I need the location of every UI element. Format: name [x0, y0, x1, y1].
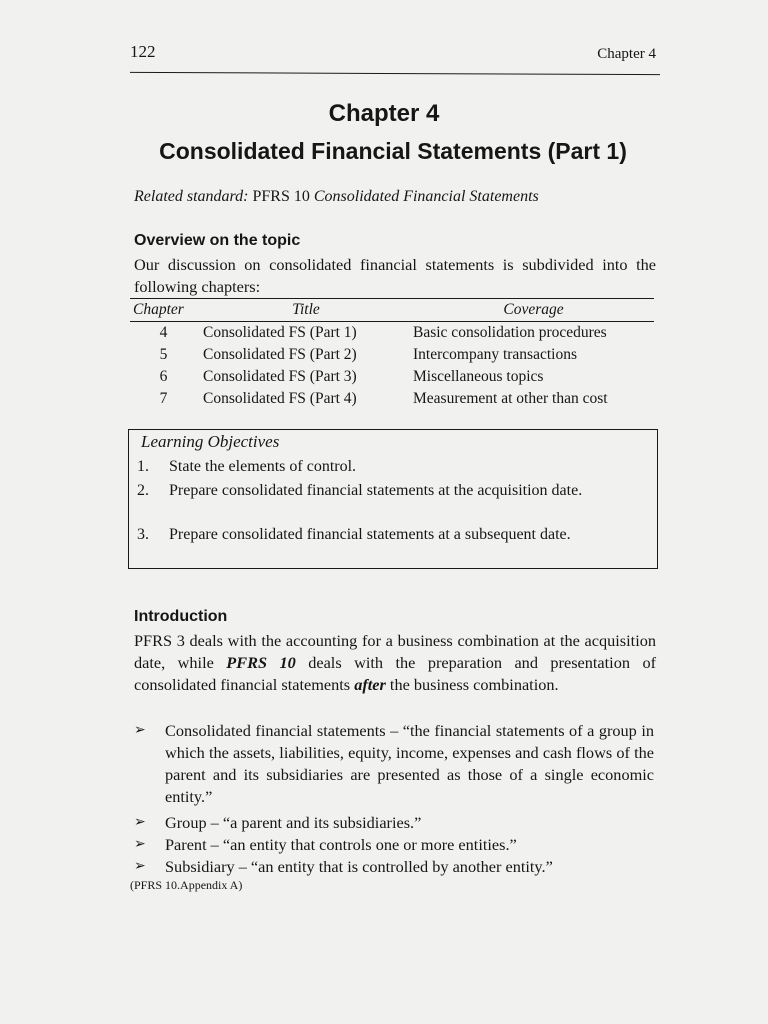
objective-text: Prepare consolidated financial statements at a subsequent date. — [169, 526, 571, 543]
objective-item — [137, 456, 651, 478]
header-rule — [130, 72, 660, 75]
objective-text: State the elements of control. — [169, 458, 357, 475]
arrow-bullet-icon: ➢ — [134, 723, 146, 738]
cell-chapter: 6 — [159, 368, 168, 385]
definition-item — [134, 834, 654, 856]
learning-objectives-box — [128, 429, 658, 569]
page-number: 122 — [130, 42, 156, 61]
cell-coverage: Miscellaneous topics — [413, 368, 544, 385]
cell-title: Consolidated FS (Part 4) — [203, 390, 357, 407]
intro-standard-emphasis: PFRS 10 — [226, 653, 296, 672]
chapter-number: Chapter 4 — [328, 100, 440, 127]
objective-number: 1. — [137, 458, 149, 475]
learning-objectives-title: Learning Objectives — [141, 432, 280, 451]
table-header-row — [130, 299, 654, 322]
intro-text-middle: deals with the preparation and presentation of consolidated financial statements — [134, 653, 657, 694]
arrow-bullet-icon: ➢ — [134, 815, 146, 830]
cell-chapter: 5 — [159, 346, 168, 363]
definition-text: Consolidated financial statements – “the financial statements of a group in which the assets, liabilities, equity, income, expenses and cash flows of the parent and its subsidiaries are presented as those of a single economic entity.” — [165, 721, 654, 806]
running-header — [130, 40, 658, 74]
objective-number: 2. — [137, 482, 149, 499]
cell-coverage: Intercompany transactions — [413, 346, 577, 363]
running-chapter-label: Chapter 4 — [597, 46, 656, 62]
related-standard-code: PFRS 10 — [252, 188, 310, 205]
table-row — [130, 366, 654, 388]
introduction-paragraph — [134, 630, 656, 696]
overview-text: Our discussion on consolidated financial statements is subdivided into the following chapters: — [134, 255, 656, 296]
definition-text: Group – “a parent and its subsidiaries.” — [165, 813, 422, 832]
related-standard-label: Related standard: — [134, 188, 249, 205]
definition-text: Parent – “an entity that controls one or more entities.” — [165, 835, 517, 854]
introduction-heading: Introduction — [134, 608, 228, 625]
objective-text: Prepare consolidated financial statements at the acquisition date. — [169, 482, 583, 499]
cell-chapter: 4 — [159, 324, 168, 341]
intro-text-end: the business combination. — [385, 675, 559, 694]
source-citation: (PFRS 10.Appendix A) — [130, 878, 243, 892]
definition-text: Subsidiary – “an entity that is controlled by another entity.” — [165, 857, 553, 876]
cell-title: Consolidated FS (Part 2) — [203, 346, 357, 363]
definition-item — [134, 812, 654, 834]
objective-item — [137, 480, 651, 502]
definition-item — [134, 856, 654, 878]
column-header-title: Title — [292, 301, 320, 318]
definition-item — [134, 720, 654, 808]
intro-after-emphasis: after — [354, 675, 386, 694]
table-row — [130, 388, 654, 410]
cell-title: Consolidated FS (Part 1) — [203, 324, 357, 341]
intro-text-start: PFRS 3 deals with the accounting for a business combination at the acquisition date, while — [134, 631, 656, 672]
related-standard — [134, 188, 539, 206]
table-row — [130, 344, 654, 366]
column-header-chapter: Chapter — [133, 301, 184, 318]
chapter-title: Consolidated Financial Statements (Part 1) — [159, 138, 627, 164]
related-standard-name: Consolidated Financial Statements — [313, 188, 539, 205]
cell-coverage: Measurement at other than cost — [413, 390, 608, 407]
cell-title: Consolidated FS (Part 3) — [203, 368, 357, 385]
table-row — [130, 322, 654, 345]
cell-coverage: Basic consolidation procedures — [413, 324, 607, 341]
chapters-table — [130, 298, 654, 410]
objective-number: 3. — [137, 526, 149, 543]
column-header-coverage: Coverage — [503, 301, 564, 318]
arrow-bullet-icon: ➢ — [134, 837, 146, 852]
arrow-bullet-icon: ➢ — [134, 859, 146, 874]
objective-item — [137, 524, 651, 546]
cell-chapter: 7 — [159, 390, 168, 407]
overview-heading: Overview on the topic — [134, 232, 301, 249]
